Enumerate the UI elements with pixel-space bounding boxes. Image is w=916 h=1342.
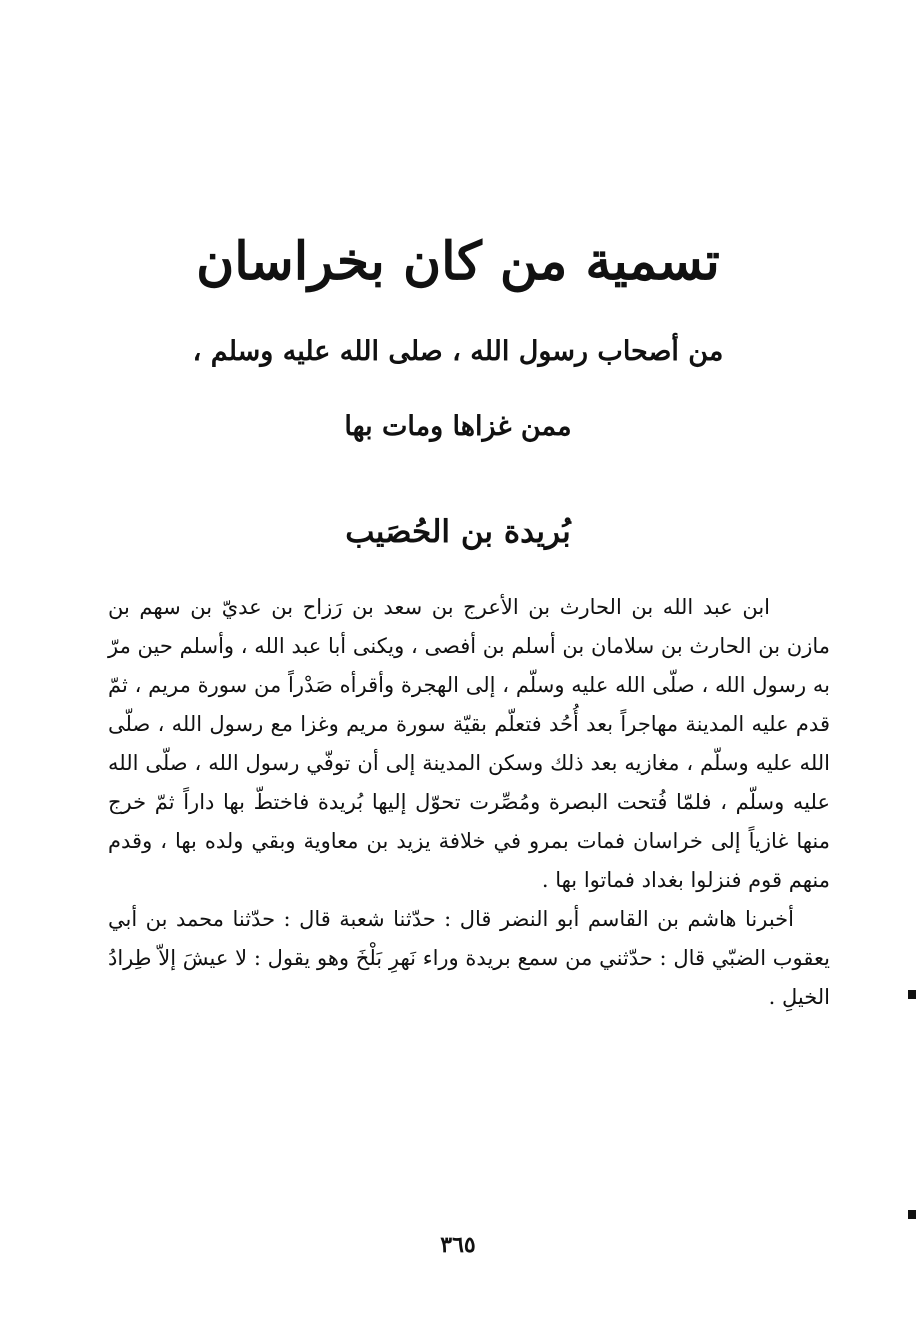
page-number: ٣٦٥ — [440, 1232, 476, 1258]
narration-paragraph: أخبرنا هاشم بن القاسم أبو النضر قال : حدّثنا شعبة قال : حدّثنا محمد بن أبي يعقوب الضبّي قال : حدّثني من سمع بريدة وراء نَهرِ بَلْخَ وهو يقول : لا عيشَ إلاّ طِرادُ الخيلِ . — [108, 907, 830, 1009]
chapter-subtitle-line1: من أصحاب رسول الله ، صلى الله عليه وسلم ، — [192, 336, 724, 367]
entry-heading: بُريدة بن الحُصَيب — [345, 514, 571, 550]
scan-edge-mark — [908, 1210, 916, 1219]
biography-paragraph: ابن عبد الله بن الحارث بن الأعرج بن سعد بن رَزاح بن عديّ بن سهم بن مازن بن الحارث بن سلامان بن أسلم بن أفصى ، ويكنى أبا عبد الله ، وأسلم حين مرّ به رسول الله ، صلّى الله عليه وسلّم ، إلى الهجرة وأقرأه صَدْراً من سورة مريم ، ثمّ قدم عليه المدينة مهاجراً بعد أُحُد فتعلّم بقيّة سورة مريم وغزا مع رسول الله ، صلّى الله عليه وسلّم ، مغازيه بعد ذلك وسكن المدينة إلى أن توفّي رسول الله ، صلّى الله عليه وسلّم ، فلمّا فُتحت البصرة ومُصِّرت تحوّل إليها بُريدة فاختطّ بها داراً ثمّ خرج منها غازياً إلى خراسان فمات بمرو في خلافة يزيد بن معاوية وبقي ولده بها ، وقدم منهم قوم فنزلوا بغداد فماتوا بها . — [108, 595, 830, 892]
chapter-subtitle-line2: ممن غزاها ومات بها — [344, 411, 572, 442]
entry-body — [108, 588, 830, 1017]
chapter-title: تسمية من كان بخراسان — [196, 231, 720, 292]
scan-edge-mark — [908, 990, 916, 999]
